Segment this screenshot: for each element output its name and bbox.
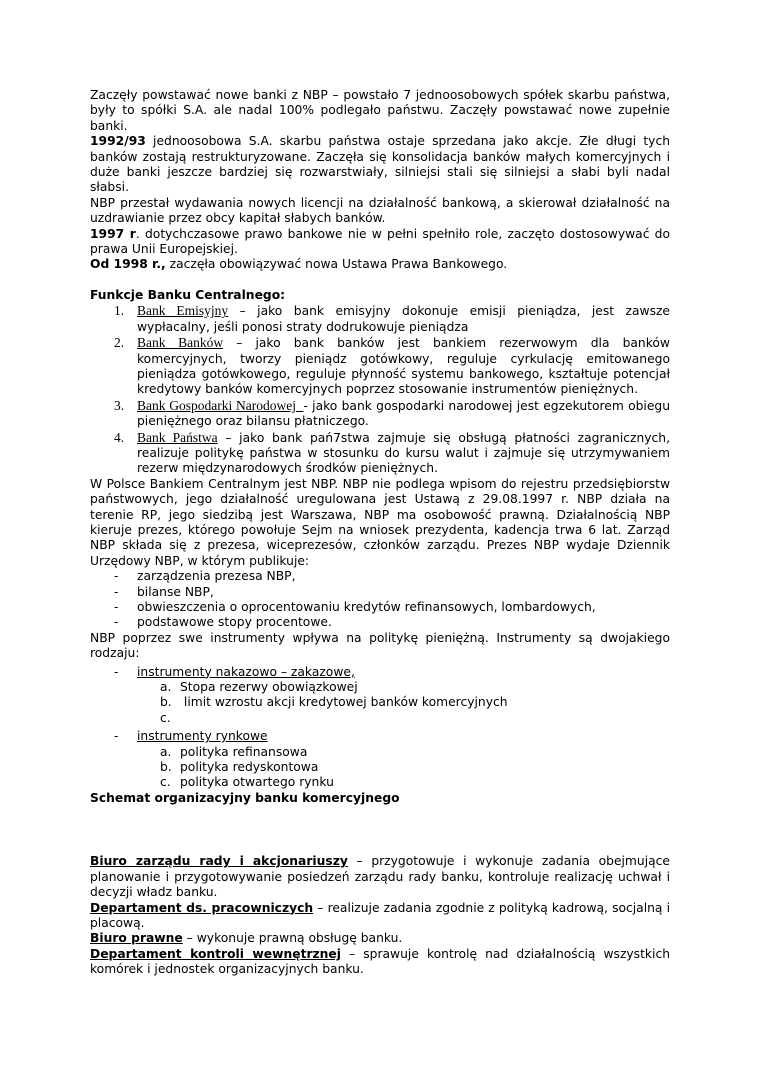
functions-list (90, 303, 670, 476)
schema-entry: Biuro zarządu rady i akcjonariuszy – przygotowuje i wykonuje zadania obejmujące planowanie i przygotowywanie posiedzeń zarządu rady banku, kontroluje realizację uchwał i decyzji władz banku. (90, 854, 670, 900)
list-item: b. polityka redyskontowa (160, 760, 319, 775)
publications-list (90, 569, 670, 631)
department-name: Biuro prawne (90, 931, 183, 946)
function-term: Bank Emisyjny (137, 303, 229, 319)
function-term: Bank Gospodarki Narodowej (137, 397, 304, 413)
department-name: Biuro zarządu rady i akcjonariuszy (90, 854, 348, 869)
instrument-group-label: instrumenty nakazowo – zakazowe, (137, 664, 355, 679)
year-label: Od 1998 r., (90, 257, 166, 272)
instrument-group-label: instrumenty rynkowe (137, 729, 268, 744)
list-item: - podstawowe stopy procentowe. (114, 615, 332, 630)
schema-heading: Schemat organizacyjny banku komercyjnego (90, 790, 400, 805)
list-item: - obwieszczenia o oprocentowaniu kredytów refinansowych, lombardowych, (114, 600, 596, 614)
schema-entry: Departament kontroli wewnętrznej – sprawuje kontrolę nad działalnością wszystkich komórek i jednostek organizacyjnych banku. (90, 946, 670, 977)
list-item: c. polityka otwartego rynku (160, 775, 334, 790)
department-name: Departament ds. pracowniczych (90, 900, 314, 915)
list-item: - instrumenty rynkowe (114, 729, 268, 744)
intro-paragraph: Zaczęły powstawać nowe banki z NBP – powstało 7 jednoosobowych spółek skarbu państwa, były to spółki S.A. ale nadal 100% podlegało państwu. Zaczęły powstawać nowe zupełnie banki. (90, 88, 670, 133)
schema-entry: Departament ds. pracowniczych – realizuje zadania zgodnie z polityką kadrową, socjalną i placową. (90, 900, 670, 930)
instruments-list (90, 729, 670, 744)
nbp-paragraph: W Polsce Bankiem Centralnym jest NBP. NBP nie podlega wpisom do rejestru przedsiębiorstw państwowych, jego działalność uregulowana jest Ustawą z 29.08.1997 r. NBP działa na terenie RP, jego siedzibą jest Warszawa, NBP ma osobowość prawną. Działalnością NBP kieruje prezes, którego powołuje Sejm na wniosek prezydenta, kadencja trwa 6 lat. Zarząd NBP składa się z prezesa, wiceprezesów, członków zarządu. Prezes NBP wydaje Dziennik Urzędowy NBP, w którym publikuje: (90, 476, 670, 568)
year-label: 1997 r (90, 226, 136, 241)
intro-paragraph: NBP przestał wydawania nowych licencji na działalność bankową, a skierował działalność na uzdrawianie przez obcy kapitał słabych banków. (90, 195, 670, 226)
functions-heading: Funkcje Banku Centralnego: (90, 287, 286, 302)
list-item: - bilanse NBP, (114, 584, 214, 599)
document-page (90, 88, 670, 978)
list-item: 2. Bank Banków – jako bank banków jest bankiem rezerwowym dla banków komercyjnych, tworzy pieniądz gotówkowy, reguluje cyrkulację emitowanego pieniądza gotówkowego, reguluje płynność systemu bankowego, kształtuje potencjał kredytowy banków komercyjnych poprzez stosowanie instrumentów pieniężnych. (114, 335, 670, 397)
year-label: 1992/93 (90, 134, 146, 149)
list-item: - instrumenty nakazowo – zakazowe, (114, 664, 355, 679)
instrument-sublist (90, 680, 670, 726)
list-item: b. limit wzrostu akcji kredytowej banków komercyjnych (160, 695, 508, 710)
list-item: c. (160, 710, 171, 725)
list-item: 3. Bank Gospodarki Narodowej - jako bank gospodarki narodowej jest egzekutorem obiegu pieniężnego oraz bilansu płatniczego. (114, 397, 670, 429)
function-term: Bank Państwa (137, 429, 218, 445)
intro-paragraph: Od 1998 r., zaczęła obowiązywać nowa Ustawa Prawa Bankowego. (90, 257, 508, 272)
instrument-sublist (90, 745, 670, 791)
instruments-list (90, 665, 670, 680)
list-item: 4. Bank Państwa – jako bank pań7stwa zajmuje się obsługą płatności zagranicznych, realizuje politykę państwa w stosunku do kursu walut i zajmuje się utrzymywaniem rezerw międzynarodowych środków pieniężnych. (114, 429, 670, 476)
function-term: Bank Banków (137, 335, 224, 351)
intro-paragraph: 1997 r. dotychczasowe prawo bankowe nie w pełni spełniło role, zaczęto dostosowywać do prawa Unii Europejskiej. (90, 226, 670, 257)
schema-entry: Biuro prawne – wykonuje prawną obsługę banku. (90, 931, 403, 946)
list-item: - zarządzenia prezesa NBP, (114, 569, 296, 584)
instruments-paragraph: NBP poprzez swe instrumenty wpływa na politykę pieniężną. Instrumenty są dwojakiego rodzaju: (90, 630, 670, 661)
intro-paragraph: 1992/93 jednoosobowa S.A. skarbu państwa ostaje sprzedana jako akcje. Złe długi tych banków zostają restrukturyzowane. Zaczęła się konsolidacja banków małych komercyjnych i duże banki jeszcze bardziej się rozwarstwiały, silniejsi stali się silniejsi a słabi byli nadal słabsi. (90, 134, 670, 195)
list-item: 1. Bank Emisyjny – jako bank emisyjny dokonuje emisji pieniądza, jest zawsze wypłacalny, jeśli ponosi straty dodrukowuje pieniądza (114, 303, 670, 334)
list-item: a. polityka refinansowa (160, 744, 308, 759)
department-name: Departament kontroli wewnętrznej (90, 946, 341, 961)
list-item: a. Stopa rezerwy obowiązkowej (160, 680, 358, 695)
